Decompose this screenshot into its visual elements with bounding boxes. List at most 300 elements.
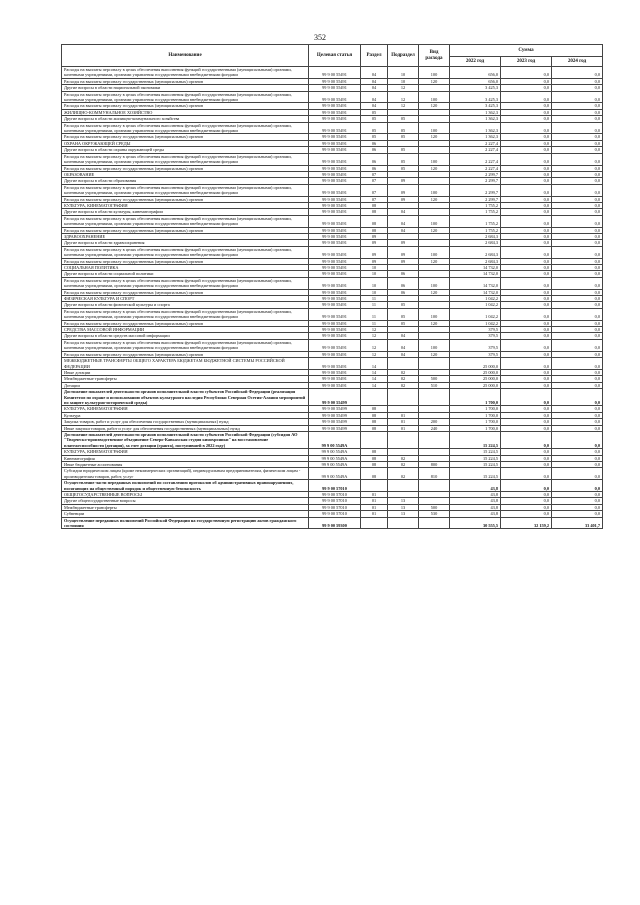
cell-name: Иные дотации — [62, 369, 309, 375]
cell-name: СОЦИАЛЬНАЯ ПОЛИТИКА — [62, 265, 309, 271]
cell-subsection: 05 — [388, 116, 419, 122]
cell-sum-2022: 2 684,3 — [450, 258, 501, 264]
cell-name: КУЛЬТУРА, КИНЕМАТОГРАФИЯ — [62, 202, 309, 208]
cell-sum-2024: 0,0 — [552, 327, 603, 333]
cell-sum-2024: 0,0 — [552, 147, 603, 153]
cell-section: 07 — [361, 178, 388, 184]
cell-code: 99 9 00 55491 — [309, 351, 361, 357]
cell-expense-type: 120 — [419, 258, 450, 264]
cell-sum-2024: 0,0 — [552, 498, 603, 504]
cell-code: 99 9 00 55491 — [309, 153, 361, 165]
cell-sum-2023: 0,0 — [501, 147, 552, 153]
cell-name: ЗДРАВООХРАНЕНИЕ — [62, 233, 309, 239]
table-row — [62, 468, 603, 480]
cell-name: Расходы на выплаты персоналу в целях обеспечения выполнения функций государственными (муниципальными) органами, казенными учреждениями, органами управления государственными внебюджетными фондами — [62, 67, 309, 79]
cell-sum-2023: 0,0 — [501, 462, 552, 468]
cell-section: 11 — [361, 308, 388, 320]
cell-code: 99 9 00 57010 — [309, 480, 361, 492]
cell-section: 11 — [361, 296, 388, 302]
cell-sum-2024: 0,0 — [552, 171, 603, 177]
cell-code: 99 9 00 55491 — [309, 227, 361, 233]
cell-sum-2023: 0,0 — [501, 339, 552, 351]
cell-name: Расходы на выплаты персоналу государственных (муниципальных) органов — [62, 258, 309, 264]
table-row — [62, 308, 603, 320]
cell-sum-2022: 2 299,7 — [450, 171, 501, 177]
cell-section: 05 — [361, 109, 388, 115]
cell-sum-2022: 2 227,4 — [450, 153, 501, 165]
cell-sum-2022: 15 224,5 — [450, 455, 501, 461]
cell-subsection: 05 — [388, 302, 419, 308]
cell-code: 99 9 00 55491 — [309, 116, 361, 122]
cell-sum-2022: 656,0 — [450, 78, 501, 84]
cell-sum-2024: 0,0 — [552, 308, 603, 320]
cell-subsection: 05 — [388, 320, 419, 326]
cell-section: 01 — [361, 511, 388, 517]
cell-code: 99 9 00 57010 — [309, 498, 361, 504]
cell-subsection: 04 — [388, 333, 419, 339]
cell-sum-2024: 0,0 — [552, 240, 603, 246]
cell-sum-2023: 0,0 — [501, 468, 552, 480]
cell-expense-type: 100 — [419, 91, 450, 103]
cell-name: Закупка товаров, работ и услуг для обеспечения государственных (муниципальных) нужд — [62, 419, 309, 425]
cell-sum-2024: 0,0 — [552, 246, 603, 258]
cell-section: 08 — [361, 412, 388, 418]
cell-sum-2023: 0,0 — [501, 492, 552, 498]
cell-name: Расходы на выплаты персоналу государственных (муниципальных) органов — [62, 78, 309, 84]
cell-name: Культура — [62, 412, 309, 418]
cell-expense-type: 100 — [419, 215, 450, 227]
cell-subsection: 02 — [388, 382, 419, 388]
cell-code: 99 9 00 55491 — [309, 271, 361, 277]
cell-sum-2023: 0,0 — [501, 171, 552, 177]
cell-section: 07 — [361, 184, 388, 196]
cell-sum-2024: 0,0 — [552, 369, 603, 375]
cell-code: 99 9 00 5549А — [309, 431, 361, 448]
cell-subsection: 12 — [388, 103, 419, 109]
cell-sum-2022: 1 700,0 — [450, 389, 501, 406]
cell-subsection: 05 — [388, 134, 419, 140]
cell-code: 99 9 00 55491 — [309, 202, 361, 208]
cell-section: 07 — [361, 171, 388, 177]
cell-expense-type: 120 — [419, 103, 450, 109]
cell-expense-type — [419, 358, 450, 370]
cell-section — [361, 517, 388, 529]
cell-sum-2022: 1 755,2 — [450, 202, 501, 208]
cell-subsection: 04 — [388, 227, 419, 233]
cell-code: 99 9 00 55499 — [309, 419, 361, 425]
cell-sum-2024: 0,0 — [552, 351, 603, 357]
cell-sum-2022: 2 227,4 — [450, 140, 501, 146]
cell-name: Расходы на выплаты персоналу государственных (муниципальных) органов — [62, 289, 309, 295]
cell-section: 05 — [361, 116, 388, 122]
cell-sum-2024: 0,0 — [552, 91, 603, 103]
cell-name: ОБРАЗОВАНИЕ — [62, 171, 309, 177]
cell-section: 08 — [361, 215, 388, 227]
cell-section: 12 — [361, 351, 388, 357]
cell-name: Другие вопросы в области здравоохранения — [62, 240, 309, 246]
cell-section: 08 — [361, 468, 388, 480]
cell-sum-2022: 379,5 — [450, 327, 501, 333]
cell-name: Другие вопросы в области охраны окружающей среды — [62, 147, 309, 153]
cell-sum-2022: 25 000,0 — [450, 358, 501, 370]
cell-sum-2022: 2 684,3 — [450, 246, 501, 258]
cell-expense-type: 510 — [419, 382, 450, 388]
cell-code: 99 9 00 5549А — [309, 462, 361, 468]
header-name: Наименование — [62, 45, 309, 67]
cell-sum-2023: 0,0 — [501, 153, 552, 165]
cell-sum-2022: 1 362,3 — [450, 116, 501, 122]
cell-sum-2023: 0,0 — [501, 103, 552, 109]
cell-section: 14 — [361, 382, 388, 388]
cell-section: 04 — [361, 78, 388, 84]
cell-sum-2022: 1 042,2 — [450, 320, 501, 326]
cell-sum-2022: 656,0 — [450, 67, 501, 79]
cell-subsection: 12 — [388, 91, 419, 103]
cell-name: Расходы на выплаты персоналу государственных (муниципальных) органов — [62, 103, 309, 109]
cell-section: 12 — [361, 339, 388, 351]
cell-sum-2022: 15 224,5 — [450, 468, 501, 480]
header-year-2022: 2022 год — [450, 57, 501, 67]
cell-sum-2023: 0,0 — [501, 215, 552, 227]
cell-sum-2022: 1 700,0 — [450, 406, 501, 412]
header-year-2024: 2024 год — [552, 57, 603, 67]
cell-name: КУЛЬТУРА, КИНЕМАТОГРАФИЯ — [62, 406, 309, 412]
cell-sum-2024: 0,0 — [552, 389, 603, 406]
cell-sum-2022: 25 000,0 — [450, 369, 501, 375]
cell-sum-2022: 2 299,7 — [450, 178, 501, 184]
cell-name: Расходы на выплаты персоналу в целях обеспечения выполнения функций государственными (муниципальными) органами, казенными учреждениями, органами управления государственными внебюджетными фондами — [62, 215, 309, 227]
cell-name: Расходы на выплаты персоналу в целях обеспечения выполнения функций государственными (муниципальными) органами, казенными учреждениями, органами управления государственными внебюджетными фондами — [62, 277, 309, 289]
cell-section: 08 — [361, 455, 388, 461]
cell-name: Расходы на выплаты персоналу в целях обеспечения выполнения функций государственными (муниципальными) органами, казенными учреждениями, органами управления государственными внебюджетными фондами — [62, 122, 309, 134]
cell-sum-2022: 1 700,0 — [450, 412, 501, 418]
cell-name: МЕЖБЮДЖЕТНЫЕ ТРАНСФЕРТЫ ОБЩЕГО ХАРАКТЕРА БЮДЖЕТАМ БЮДЖЕТНОЙ СИСТЕМЫ РОССИЙСКОЙ ФЕДЕРАЦИИ — [62, 358, 309, 370]
cell-code: 99 9 00 55491 — [309, 327, 361, 333]
cell-code: 99 9 00 55491 — [309, 85, 361, 91]
cell-code: 99 9 00 55491 — [309, 184, 361, 196]
cell-subsection: 13 — [388, 498, 419, 504]
cell-sum-2023: 0,0 — [501, 412, 552, 418]
cell-section — [361, 480, 388, 492]
cell-sum-2023: 32 159,2 — [501, 517, 552, 529]
cell-sum-2022: 3 425,3 — [450, 103, 501, 109]
cell-sum-2024: 0,0 — [552, 320, 603, 326]
table-row — [62, 517, 603, 529]
cell-sum-2024: 0,0 — [552, 85, 603, 91]
cell-code: 99 9 00 55491 — [309, 240, 361, 246]
cell-subsection: 02 — [388, 455, 419, 461]
cell-name: Иные закупки товаров, работ и услуг для обеспечения государственных (муниципальных) нужд — [62, 425, 309, 431]
cell-sum-2022: 25 000,0 — [450, 382, 501, 388]
cell-sum-2024: 0,0 — [552, 504, 603, 510]
cell-sum-2023: 0,0 — [501, 504, 552, 510]
cell-name: Расходы на выплаты персоналу государственных (муниципальных) органов — [62, 320, 309, 326]
cell-subsection: 05 — [388, 153, 419, 165]
cell-sum-2023: 0,0 — [501, 184, 552, 196]
cell-sum-2023: 0,0 — [501, 196, 552, 202]
cell-section: 05 — [361, 134, 388, 140]
cell-sum-2024: 0,0 — [552, 296, 603, 302]
cell-name: Другие вопросы в области физической культуры и спорта — [62, 302, 309, 308]
table-row — [62, 358, 603, 370]
cell-subsection: 04 — [388, 215, 419, 227]
cell-name: Осуществление переданных полномочий Российской Федерации на государственную регистрацию актов гражданского состояния — [62, 517, 309, 529]
cell-name: Субсидии юридическим лицам (кроме некоммерческих организаций), индивидуальным предпринимателям, физическим лицам - производителям товаров, работ, услуг — [62, 468, 309, 480]
header-code: Целевая статья — [309, 45, 361, 67]
cell-expense-type: 100 — [419, 308, 450, 320]
cell-code: 99 9 00 55499 — [309, 412, 361, 418]
cell-sum-2022: 43,8 — [450, 511, 501, 517]
table-row — [62, 91, 603, 103]
cell-sum-2022: 1 042,2 — [450, 296, 501, 302]
cell-subsection: 09 — [388, 258, 419, 264]
cell-code: 99 9 00 55491 — [309, 376, 361, 382]
cell-section — [361, 389, 388, 406]
table-row — [62, 153, 603, 165]
cell-section: 09 — [361, 233, 388, 239]
cell-sum-2023: 0,0 — [501, 449, 552, 455]
cell-subsection — [388, 358, 419, 370]
cell-section: 10 — [361, 277, 388, 289]
cell-code: 99 9 00 55491 — [309, 246, 361, 258]
cell-sum-2024: 0,0 — [552, 492, 603, 498]
cell-sum-2023: 0,0 — [501, 116, 552, 122]
cell-subsection: 05 — [388, 122, 419, 134]
cell-code: 99 9 00 55491 — [309, 258, 361, 264]
cell-name: Другие вопросы в области культуры, кинематографии — [62, 209, 309, 215]
header-section: Раздел — [361, 45, 388, 67]
cell-sum-2023: 0,0 — [501, 246, 552, 258]
cell-subsection: 02 — [388, 468, 419, 480]
cell-sum-2023: 0,0 — [501, 289, 552, 295]
cell-sum-2024: 0,0 — [552, 103, 603, 109]
cell-sum-2023: 0,0 — [501, 209, 552, 215]
cell-expense-type: 800 — [419, 462, 450, 468]
cell-sum-2024: 0,0 — [552, 431, 603, 448]
cell-sum-2022: 1 755,2 — [450, 215, 501, 227]
cell-sum-2024: 33 401,7 — [552, 517, 603, 529]
cell-subsection: 04 — [388, 339, 419, 351]
cell-code: 99 9 00 5549А — [309, 449, 361, 455]
cell-expense-type: 120 — [419, 196, 450, 202]
page-number: 352 — [314, 33, 326, 42]
cell-section: 08 — [361, 406, 388, 412]
cell-subsection: 10 — [388, 78, 419, 84]
cell-subsection: 06 — [388, 271, 419, 277]
cell-name: Другие вопросы в области средств массовой информации — [62, 333, 309, 339]
cell-expense-type: 120 — [419, 227, 450, 233]
cell-code: 99 9 00 55491 — [309, 178, 361, 184]
cell-code: 99 9 00 55491 — [309, 171, 361, 177]
cell-subsection: 02 — [388, 462, 419, 468]
cell-expense-type — [419, 431, 450, 448]
cell-code: 99 9 00 5549А — [309, 455, 361, 461]
cell-sum-2022: 43,8 — [450, 480, 501, 492]
cell-sum-2023: 0,0 — [501, 369, 552, 375]
cell-name: Другие вопросы в области социальной политики — [62, 271, 309, 277]
cell-sum-2023: 0,0 — [501, 419, 552, 425]
cell-name: Расходы на выплаты персоналу в целях обеспечения выполнения функций государственными (муниципальными) органами, казенными учреждениями, органами управления государственными внебюджетными фондами — [62, 308, 309, 320]
cell-subsection: 09 — [388, 178, 419, 184]
cell-expense-type: 200 — [419, 419, 450, 425]
cell-subsection: 01 — [388, 412, 419, 418]
cell-sum-2022: 1 042,2 — [450, 308, 501, 320]
cell-code: 99 9 00 55491 — [309, 67, 361, 79]
cell-code: 99 9 00 55491 — [309, 233, 361, 239]
cell-sum-2022: 1 362,3 — [450, 122, 501, 134]
cell-code: 99 9 00 55491 — [309, 302, 361, 308]
cell-expense-type: 240 — [419, 425, 450, 431]
cell-code: 99 9 00 55491 — [309, 196, 361, 202]
cell-subsection: 02 — [388, 369, 419, 375]
cell-sum-2023: 0,0 — [501, 240, 552, 246]
cell-expense-type: 810 — [419, 468, 450, 480]
cell-expense-type — [419, 389, 450, 406]
cell-expense-type: 100 — [419, 153, 450, 165]
cell-sum-2023: 0,0 — [501, 134, 552, 140]
table-row — [62, 67, 603, 79]
cell-name: КУЛЬТУРА, КИНЕМАТОГРАФИЯ — [62, 449, 309, 455]
cell-sum-2023: 0,0 — [501, 109, 552, 115]
cell-section: 08 — [361, 462, 388, 468]
cell-expense-type: 500 — [419, 504, 450, 510]
cell-name: Расходы на выплаты персоналу государственных (муниципальных) органов — [62, 351, 309, 357]
table-row — [62, 184, 603, 196]
cell-section: 05 — [361, 122, 388, 134]
cell-code: 99 9 00 55491 — [309, 209, 361, 215]
cell-sum-2023: 0,0 — [501, 302, 552, 308]
cell-code: 99 9 00 55499 — [309, 406, 361, 412]
cell-sum-2024: 0,0 — [552, 376, 603, 382]
cell-section: 09 — [361, 240, 388, 246]
cell-sum-2023: 0,0 — [501, 333, 552, 339]
cell-expense-type — [419, 480, 450, 492]
cell-sum-2024: 0,0 — [552, 196, 603, 202]
cell-code: 99 9 00 55491 — [309, 140, 361, 146]
cell-sum-2023: 0,0 — [501, 431, 552, 448]
cell-subsection: 09 — [388, 196, 419, 202]
cell-sum-2023: 0,0 — [501, 480, 552, 492]
cell-name: ЖИЛИЩНО-КОММУНАЛЬНОЕ ХОЗЯЙСТВО — [62, 109, 309, 115]
cell-code: 99 9 00 57010 — [309, 511, 361, 517]
cell-name: Другие вопросы в области национальной экономики — [62, 85, 309, 91]
cell-code: 99 9 00 55491 — [309, 277, 361, 289]
cell-sum-2024: 0,0 — [552, 209, 603, 215]
cell-sum-2024: 0,0 — [552, 289, 603, 295]
cell-code: 99 9 00 55491 — [309, 78, 361, 84]
cell-sum-2022: 379,5 — [450, 333, 501, 339]
cell-subsection: 05 — [388, 165, 419, 171]
cell-section: 10 — [361, 271, 388, 277]
cell-section: 10 — [361, 265, 388, 271]
cell-expense-type: 500 — [419, 376, 450, 382]
cell-code: 99 9 00 55491 — [309, 289, 361, 295]
cell-sum-2024: 0,0 — [552, 122, 603, 134]
cell-subsection — [388, 480, 419, 492]
cell-sum-2024: 0,0 — [552, 511, 603, 517]
cell-name: ФИЗИЧЕСКАЯ КУЛЬТУРА И СПОРТ — [62, 296, 309, 302]
cell-name: Межбюджетные трансферты — [62, 376, 309, 382]
cell-sum-2024: 0,0 — [552, 202, 603, 208]
cell-section: 01 — [361, 498, 388, 504]
cell-name: ОХРАНА ОКРУЖАЮЩЕЙ СРЕДЫ — [62, 140, 309, 146]
cell-expense-type — [419, 517, 450, 529]
cell-sum-2022: 15 224,5 — [450, 449, 501, 455]
cell-section: 06 — [361, 165, 388, 171]
cell-name: Расходы на выплаты персоналу государственных (муниципальных) органов — [62, 134, 309, 140]
cell-sum-2024: 0,0 — [552, 116, 603, 122]
cell-sum-2024: 0,0 — [552, 134, 603, 140]
cell-sum-2024: 0,0 — [552, 358, 603, 370]
cell-sum-2022: 43,8 — [450, 492, 501, 498]
cell-sum-2024: 0,0 — [552, 215, 603, 227]
cell-section: 14 — [361, 369, 388, 375]
cell-sum-2022: 2 299,7 — [450, 184, 501, 196]
cell-subsection: 04 — [388, 351, 419, 357]
cell-sum-2022: 1 700,0 — [450, 425, 501, 431]
cell-code: 99 9 00 55499 — [309, 425, 361, 431]
cell-sum-2022: 3 425,3 — [450, 91, 501, 103]
budget-table — [61, 44, 603, 529]
cell-sum-2022: 2 299,7 — [450, 196, 501, 202]
cell-sum-2024: 0,0 — [552, 419, 603, 425]
table-row — [62, 431, 603, 448]
cell-sum-2024: 0,0 — [552, 265, 603, 271]
cell-subsection: 13 — [388, 504, 419, 510]
cell-sum-2024: 0,0 — [552, 302, 603, 308]
table-row — [62, 339, 603, 351]
cell-name: Кинематография — [62, 455, 309, 461]
cell-sum-2022: 1 362,3 — [450, 109, 501, 115]
cell-name: Расходы на выплаты персоналу в целях обеспечения выполнения функций государственными (муниципальными) органами, казенными учреждениями, органами управления государственными внебюджетными фондами — [62, 339, 309, 351]
cell-name: Субвенции — [62, 511, 309, 517]
cell-sum-2024: 0,0 — [552, 333, 603, 339]
cell-sum-2022: 2 684,3 — [450, 240, 501, 246]
cell-section: 09 — [361, 258, 388, 264]
cell-code: 99 9 00 55491 — [309, 308, 361, 320]
cell-sum-2023: 0,0 — [501, 140, 552, 146]
cell-subsection: 01 — [388, 425, 419, 431]
cell-section: 01 — [361, 504, 388, 510]
cell-sum-2023: 0,0 — [501, 202, 552, 208]
cell-section: 04 — [361, 91, 388, 103]
cell-expense-type: 100 — [419, 339, 450, 351]
cell-expense-type: 100 — [419, 122, 450, 134]
cell-section: 14 — [361, 376, 388, 382]
cell-sum-2024: 0,0 — [552, 480, 603, 492]
cell-sum-2024: 0,0 — [552, 140, 603, 146]
cell-sum-2023: 0,0 — [501, 296, 552, 302]
cell-code: 99 9 00 55491 — [309, 122, 361, 134]
table-row — [62, 389, 603, 406]
cell-section: 12 — [361, 327, 388, 333]
cell-subsection: 06 — [388, 289, 419, 295]
cell-section: 04 — [361, 85, 388, 91]
cell-sum-2023: 0,0 — [501, 178, 552, 184]
cell-name: Достижение показателей деятельности органов исполнительной власти субъектов Российской Федерации (реализация Комитетом по охране и использованию объектов культурного наследия Республики Северная Осетия-Алания мероприятий по защите культурно-исторической среды) — [62, 389, 309, 406]
cell-sum-2022: 14 732,0 — [450, 271, 501, 277]
cell-sum-2022: 15 224,5 — [450, 431, 501, 448]
cell-section: 10 — [361, 289, 388, 295]
cell-section: 14 — [361, 358, 388, 370]
cell-sum-2023: 0,0 — [501, 498, 552, 504]
cell-sum-2022: 1 362,3 — [450, 134, 501, 140]
cell-sum-2023: 0,0 — [501, 233, 552, 239]
cell-sum-2023: 0,0 — [501, 85, 552, 91]
cell-sum-2023: 0,0 — [501, 265, 552, 271]
cell-code: 99 9 00 55491 — [309, 165, 361, 171]
cell-sum-2024: 0,0 — [552, 406, 603, 412]
